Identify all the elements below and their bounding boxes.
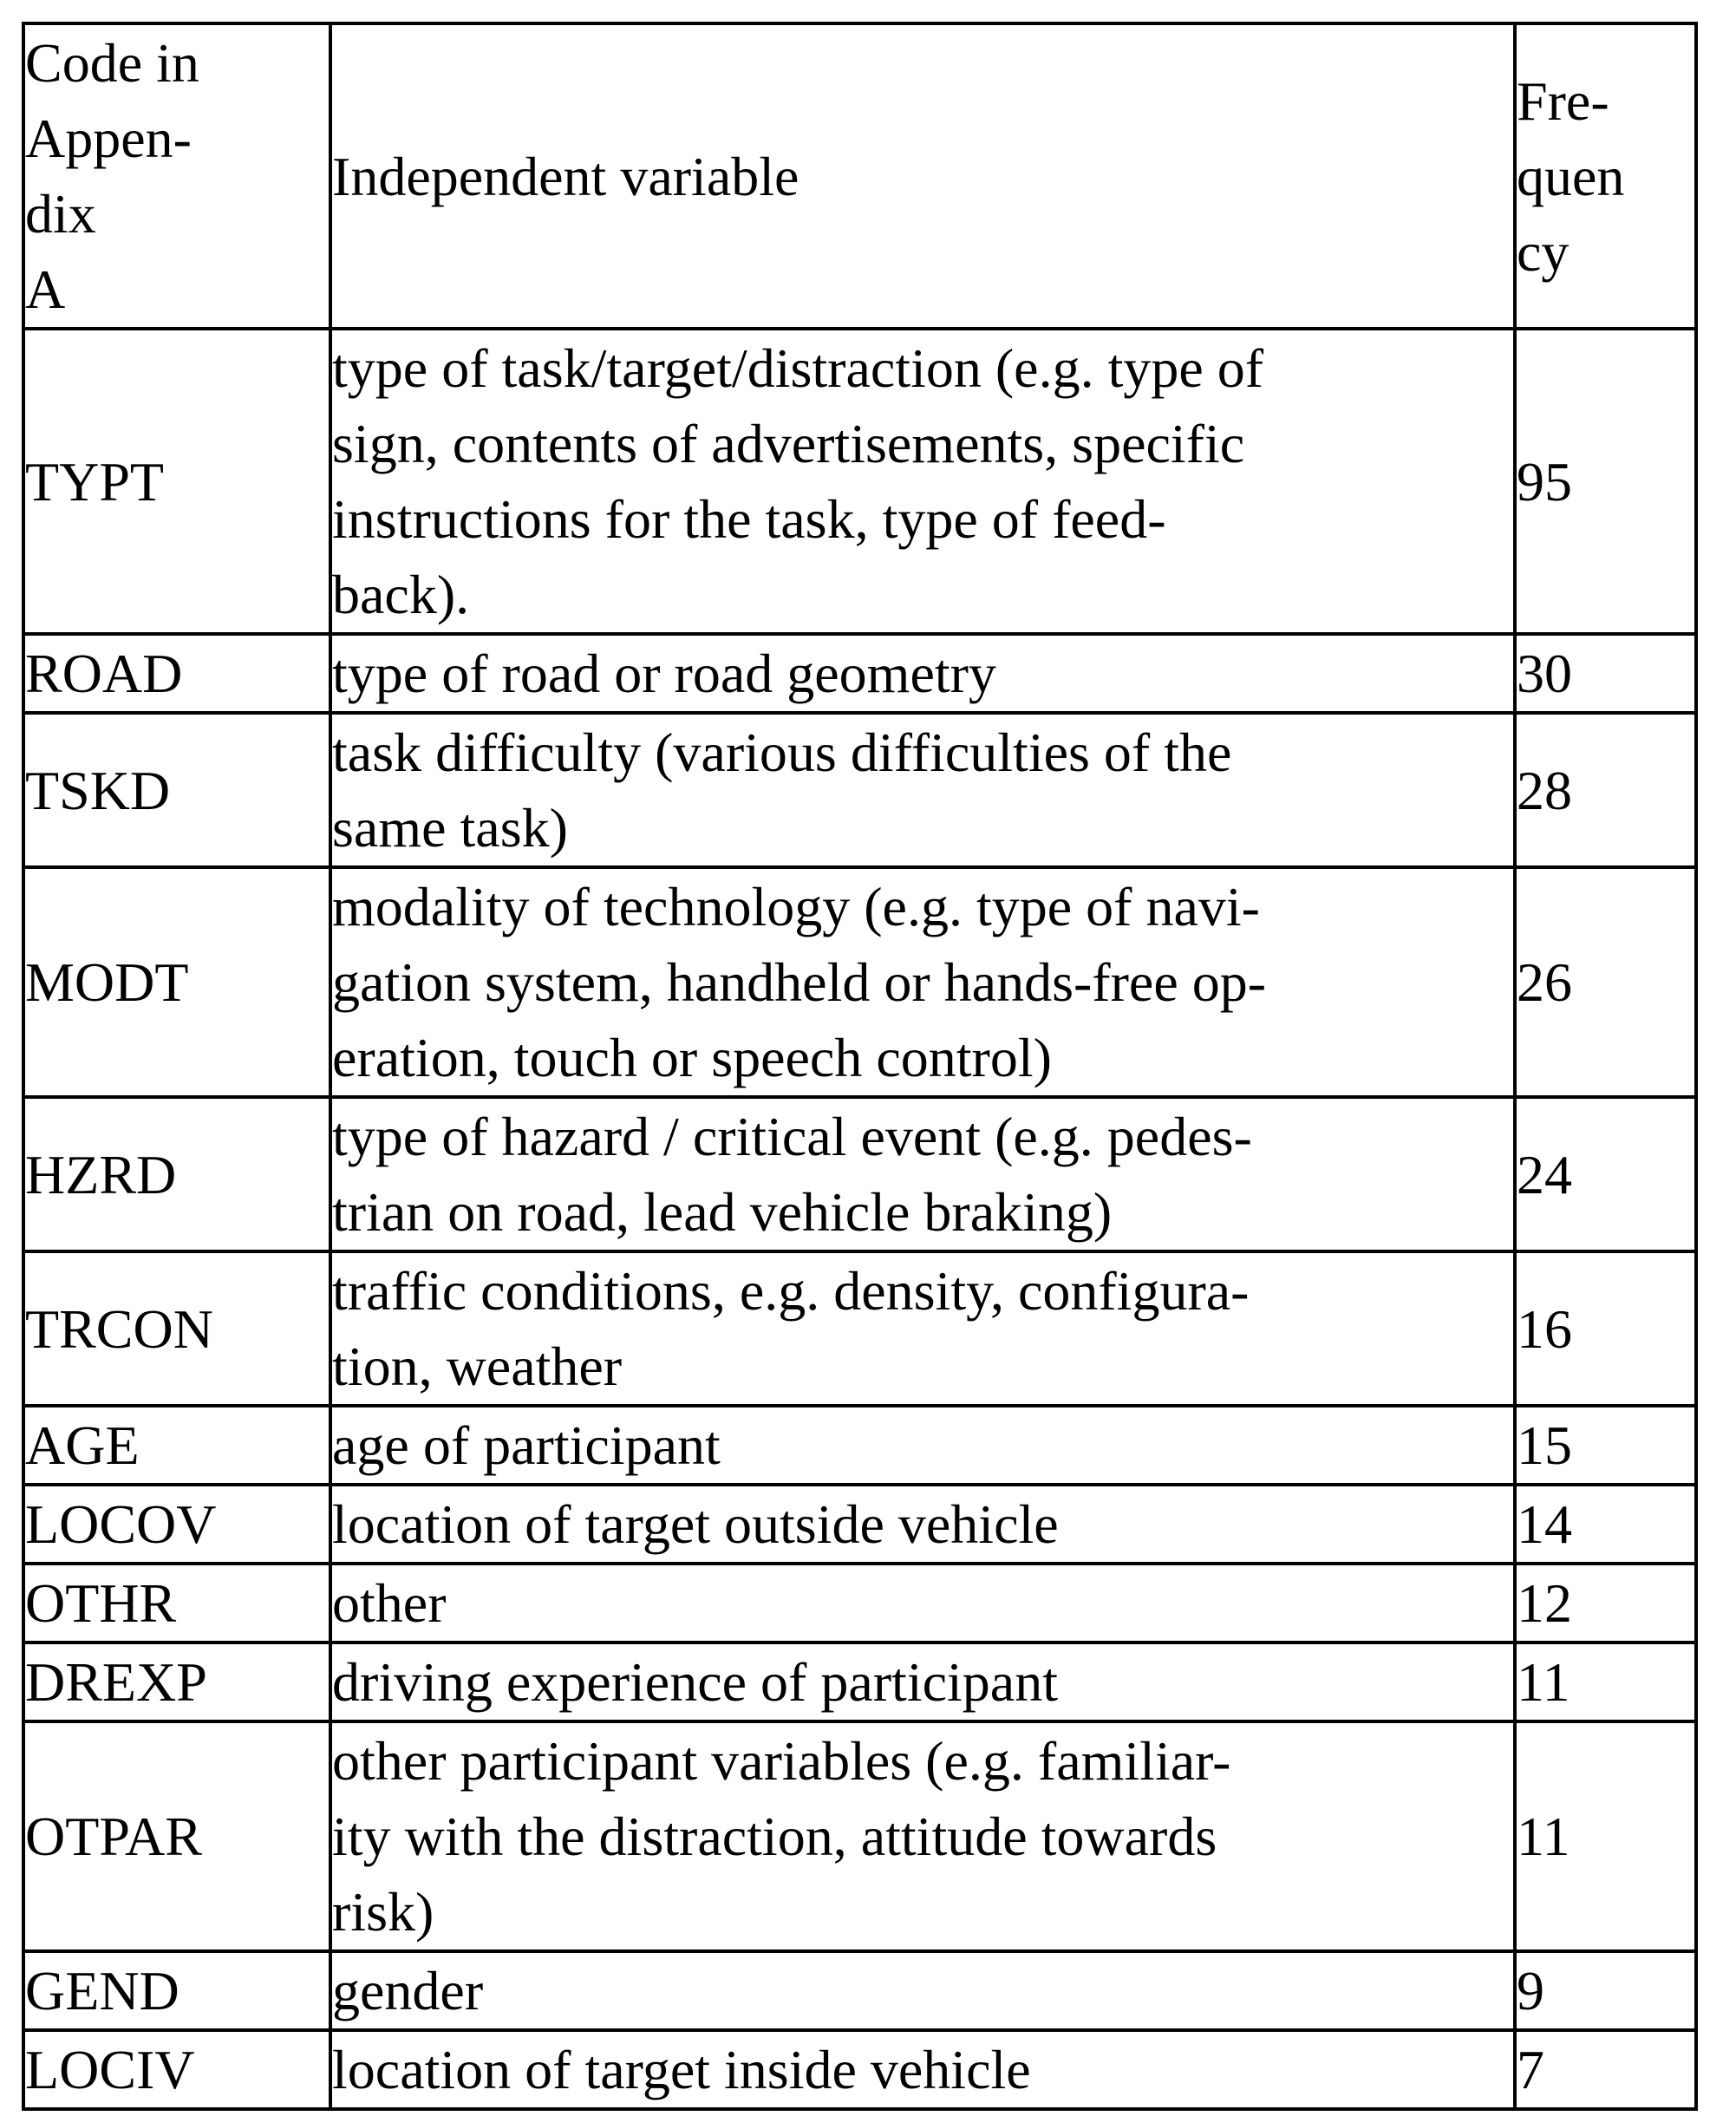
independent-variables-table — [22, 22, 1698, 2111]
header-frequency-line: cy — [1517, 220, 1570, 283]
variable-line: type of hazard / critical event (e.g. pedes- — [332, 1106, 1252, 1167]
variable-cell — [330, 713, 1515, 867]
table-row — [23, 1643, 1696, 1721]
variable-line: driving experience of participant — [332, 1651, 1058, 1713]
code-cell: AGE — [23, 1406, 330, 1485]
variable-cell — [330, 634, 1515, 713]
variable-line: eration, touch or speech control) — [332, 1027, 1052, 1088]
frequency-cell: 11 — [1515, 1643, 1696, 1721]
variable-cell — [330, 2030, 1515, 2109]
variable-line: gender — [332, 1960, 484, 2021]
variable-line: location of target outside vehicle — [332, 1493, 1059, 1555]
variable-cell — [330, 867, 1515, 1097]
frequency-cell: 30 — [1515, 634, 1696, 713]
code-cell: OTHR — [23, 1564, 330, 1643]
code-cell: TSKD — [23, 713, 330, 867]
table-row — [23, 2030, 1696, 2109]
variable-line: task difficulty (various difficulties of the — [332, 722, 1232, 783]
variable-line: type of road or road geometry — [332, 643, 996, 704]
table-row — [23, 1485, 1696, 1564]
code-cell: ROAD — [23, 634, 330, 713]
variable-line: modality of technology (e.g. type of navi- — [332, 876, 1260, 937]
code-cell: TRCON — [23, 1251, 330, 1406]
table-row — [23, 713, 1696, 867]
frequency-cell: 24 — [1515, 1097, 1696, 1251]
variable-cell — [330, 1251, 1515, 1406]
table-row — [23, 634, 1696, 713]
variable-line: risk) — [332, 1881, 434, 1943]
frequency-cell: 9 — [1515, 1951, 1696, 2030]
variable-line: traffic conditions, e.g. density, configura- — [332, 1260, 1250, 1322]
table-row — [23, 329, 1696, 634]
variable-cell — [330, 1721, 1515, 1951]
variable-line: other participant variables (e.g. familiar- — [332, 1730, 1231, 1792]
variable-line: tion, weather — [332, 1336, 623, 1397]
variable-line: trian on road, lead vehicle braking) — [332, 1181, 1113, 1243]
frequency-cell: 15 — [1515, 1406, 1696, 1485]
table-row — [23, 1406, 1696, 1485]
header-code-line: A — [25, 258, 66, 320]
code-cell: TYPT — [23, 329, 330, 634]
variable-line: location of target inside vehicle — [332, 2039, 1031, 2100]
header-row — [23, 23, 1696, 329]
frequency-cell: 7 — [1515, 2030, 1696, 2109]
frequency-cell: 12 — [1515, 1564, 1696, 1643]
header-frequency-line: Fre- — [1517, 69, 1609, 132]
frequency-cell: 28 — [1515, 713, 1696, 867]
variable-line: age of participant — [332, 1414, 721, 1476]
code-cell: DREXP — [23, 1643, 330, 1721]
header-code-line: Appen- — [25, 108, 192, 169]
table-row — [23, 1951, 1696, 2030]
frequency-cell: 11 — [1515, 1721, 1696, 1951]
header-frequency-cell — [1515, 23, 1696, 329]
variable-cell — [330, 1564, 1515, 1643]
code-cell: OTPAR — [23, 1721, 330, 1951]
header-code-line: Code in — [25, 32, 199, 94]
frequency-cell: 95 — [1515, 329, 1696, 634]
code-cell: HZRD — [23, 1097, 330, 1251]
code-cell: MODT — [23, 867, 330, 1097]
frequency-cell: 14 — [1515, 1485, 1696, 1564]
table-body — [23, 23, 1696, 2109]
variable-line: gation system, handheld or hands-free op- — [332, 951, 1267, 1013]
frequency-cell: 26 — [1515, 867, 1696, 1097]
code-cell: GEND — [23, 1951, 330, 2030]
variable-cell — [330, 1406, 1515, 1485]
variable-cell — [330, 1643, 1515, 1721]
table-row — [23, 1721, 1696, 1951]
variable-line: same task) — [332, 797, 568, 859]
code-cell: LOCIV — [23, 2030, 330, 2109]
table-row — [23, 1097, 1696, 1251]
variable-cell — [330, 1951, 1515, 2030]
variable-cell — [330, 329, 1515, 634]
header-code-line: dix — [25, 183, 96, 245]
header-variable-cell — [330, 23, 1515, 329]
variable-cell — [330, 1485, 1515, 1564]
frequency-cell: 16 — [1515, 1251, 1696, 1406]
table-row — [23, 867, 1696, 1097]
header-variable-label: Independent variable — [332, 145, 799, 207]
header-frequency-line: quen — [1517, 145, 1625, 207]
variable-cell — [330, 1097, 1515, 1251]
table-row — [23, 1564, 1696, 1643]
variable-line: instructions for the task, type of feed- — [332, 488, 1166, 550]
variable-line: other — [332, 1572, 447, 1634]
variable-line: sign, contents of advertisements, specific — [332, 413, 1245, 474]
header-code-cell — [23, 23, 330, 329]
table-row — [23, 1251, 1696, 1406]
variable-line: back). — [332, 564, 470, 625]
variable-line: ity with the distraction, attitude towards — [332, 1806, 1217, 1867]
variable-line: type of task/target/distraction (e.g. type of — [332, 337, 1264, 399]
code-cell: LOCOV — [23, 1485, 330, 1564]
